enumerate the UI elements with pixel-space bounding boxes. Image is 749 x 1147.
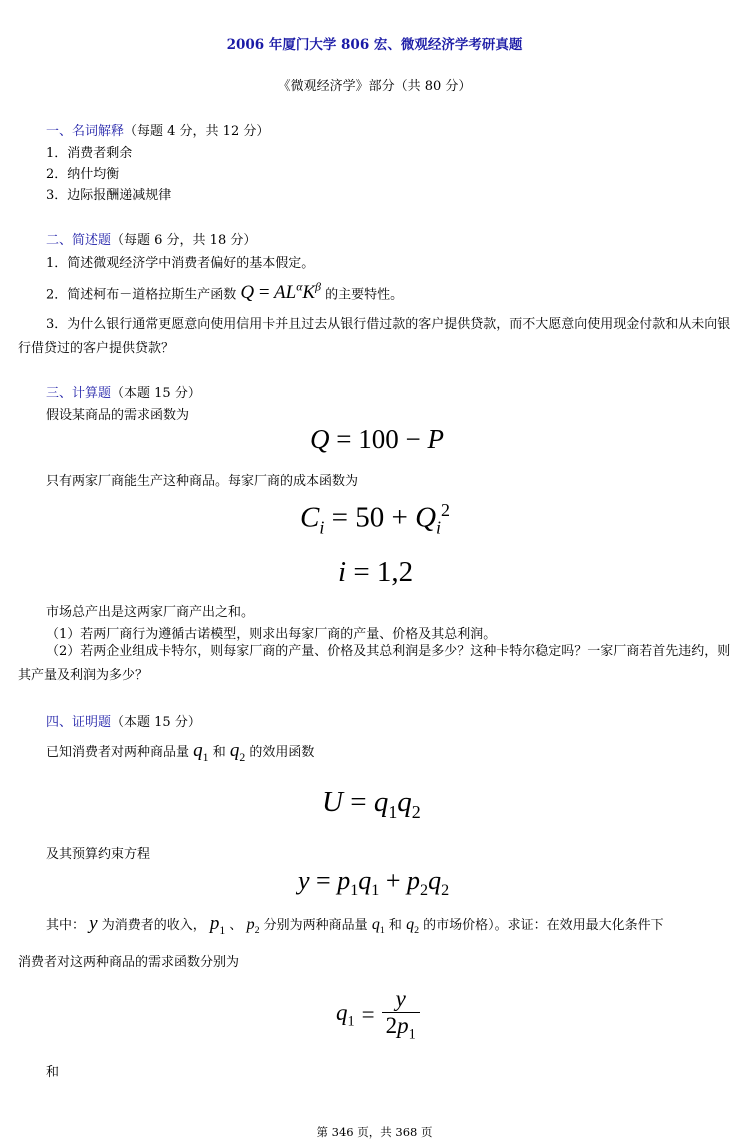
section-1-title: 一、名词解释 — [46, 124, 125, 139]
list-item: 3．为什么银行通常更愿意向使用信用卡并且过去从银行借过款的客户提供贷款，而不大愿意向使用现金付款和从未向银行借贷过的客户提供贷款？ — [18, 317, 731, 356]
utility-equation: $U = q_1q_2$ — [322, 786, 421, 822]
list-item: 1．消费者剩余 — [46, 146, 133, 161]
where-a: 其中： — [46, 918, 86, 933]
section-2-title: 二、简述题 — [46, 233, 112, 248]
list-item: 1．简述微观经济学中消费者偏好的基本假定。 — [46, 256, 315, 271]
section-2-note: （每题 6 分，共 18 分） — [111, 233, 257, 248]
budget-equation: $y = p_1q_1 + p_2q_2$ — [298, 866, 450, 900]
section-4-where — [46, 913, 664, 938]
list-item: （2）若两企业组成卡特尔，则每家厂商的产量、价格及其总利润是多少？这种卡特尔稳定吗？一家厂商若首先违约，则其产量及利润为多少？ — [18, 644, 731, 683]
where-f: 的市场价格）。求证：在效用最大化条件下 — [423, 918, 664, 933]
q2-symbol: $q_2$ — [229, 740, 246, 764]
cobb-douglas-formula: $Q = AL^\alpha K^\beta$ — [240, 281, 321, 304]
where-e: 和 — [388, 918, 402, 933]
section-3-title: 三、计算题 — [46, 386, 112, 401]
where-d: 分别为两种商品量 — [263, 918, 368, 933]
where-c: 、 — [229, 918, 243, 933]
section-4-intro — [46, 740, 314, 765]
y-symbol: y — [89, 913, 98, 934]
q2-symbol-small: $q_2$ — [406, 916, 420, 937]
demand-result-q1: $q_1$ = $\frac{y}{2p_1}$ — [336, 986, 420, 1044]
q1-symbol: $q_1$ — [193, 740, 209, 764]
section-1-heading — [46, 120, 269, 139]
index-equation: i = 1,2 — [338, 556, 414, 588]
section-4-note: （本题 15 分） — [111, 715, 201, 730]
list-item: （1）若两厂商行为遵循古诺模型，则求出每家厂商的产量、价格及其总利润。 — [46, 627, 497, 642]
section-3-intro: 假设某商品的需求函数为 — [46, 408, 190, 423]
section-4-and: 和 — [46, 1065, 60, 1080]
section-2-heading — [46, 229, 256, 248]
intro-text-a: 已知消费者对两种商品量 — [46, 745, 190, 760]
section-3-heading — [46, 382, 201, 401]
p2-symbol: $p_2$ — [246, 916, 260, 937]
section-3-cost-intro: 只有两家厂商能生产这种商品。每家厂商的成本函数为 — [46, 474, 359, 489]
list-item: 2．纳什均衡 — [46, 167, 120, 182]
section-3-market: 市场总产出是这两家厂商产出之和。 — [46, 605, 255, 620]
cost-equation: $C_i = 50 + Q_i^2$ — [300, 500, 450, 538]
section-4-where-line2: 消费者对这两种商品的需求函数分别为 — [18, 955, 240, 970]
section-1-note: （每题 4 分，共 12 分） — [124, 124, 270, 139]
section-4-title: 四、证明题 — [46, 715, 112, 730]
page-subtitle: 《微观经济学》部分（共 80 分） — [277, 79, 472, 94]
section-3-note: （本题 15 分） — [111, 386, 201, 401]
q1-symbol-small: $q_1$ — [371, 916, 385, 937]
list-item: 3．边际报酬递减规律 — [46, 188, 172, 203]
q2-suffix: 的主要特性。 — [325, 287, 404, 303]
budget-intro: 及其预算约束方程 — [46, 847, 151, 862]
page-footer: 第 346 页，共 368 页 — [316, 1125, 433, 1139]
page-title: 2006 年厦门大学 806 宏、微观经济学考研真题 — [226, 37, 523, 53]
intro-and: 和 — [212, 745, 226, 760]
p1-symbol: $p_1$ — [209, 913, 226, 937]
where-b: 为消费者的收入， — [101, 918, 206, 933]
list-item — [46, 281, 403, 304]
demand-equation: Q = 100 − P — [310, 424, 444, 454]
intro-text-b: 的效用函数 — [249, 745, 315, 760]
section-4-heading — [46, 711, 201, 730]
q2-prefix: 2．简述柯布－道格拉斯生产函数 — [46, 287, 237, 303]
